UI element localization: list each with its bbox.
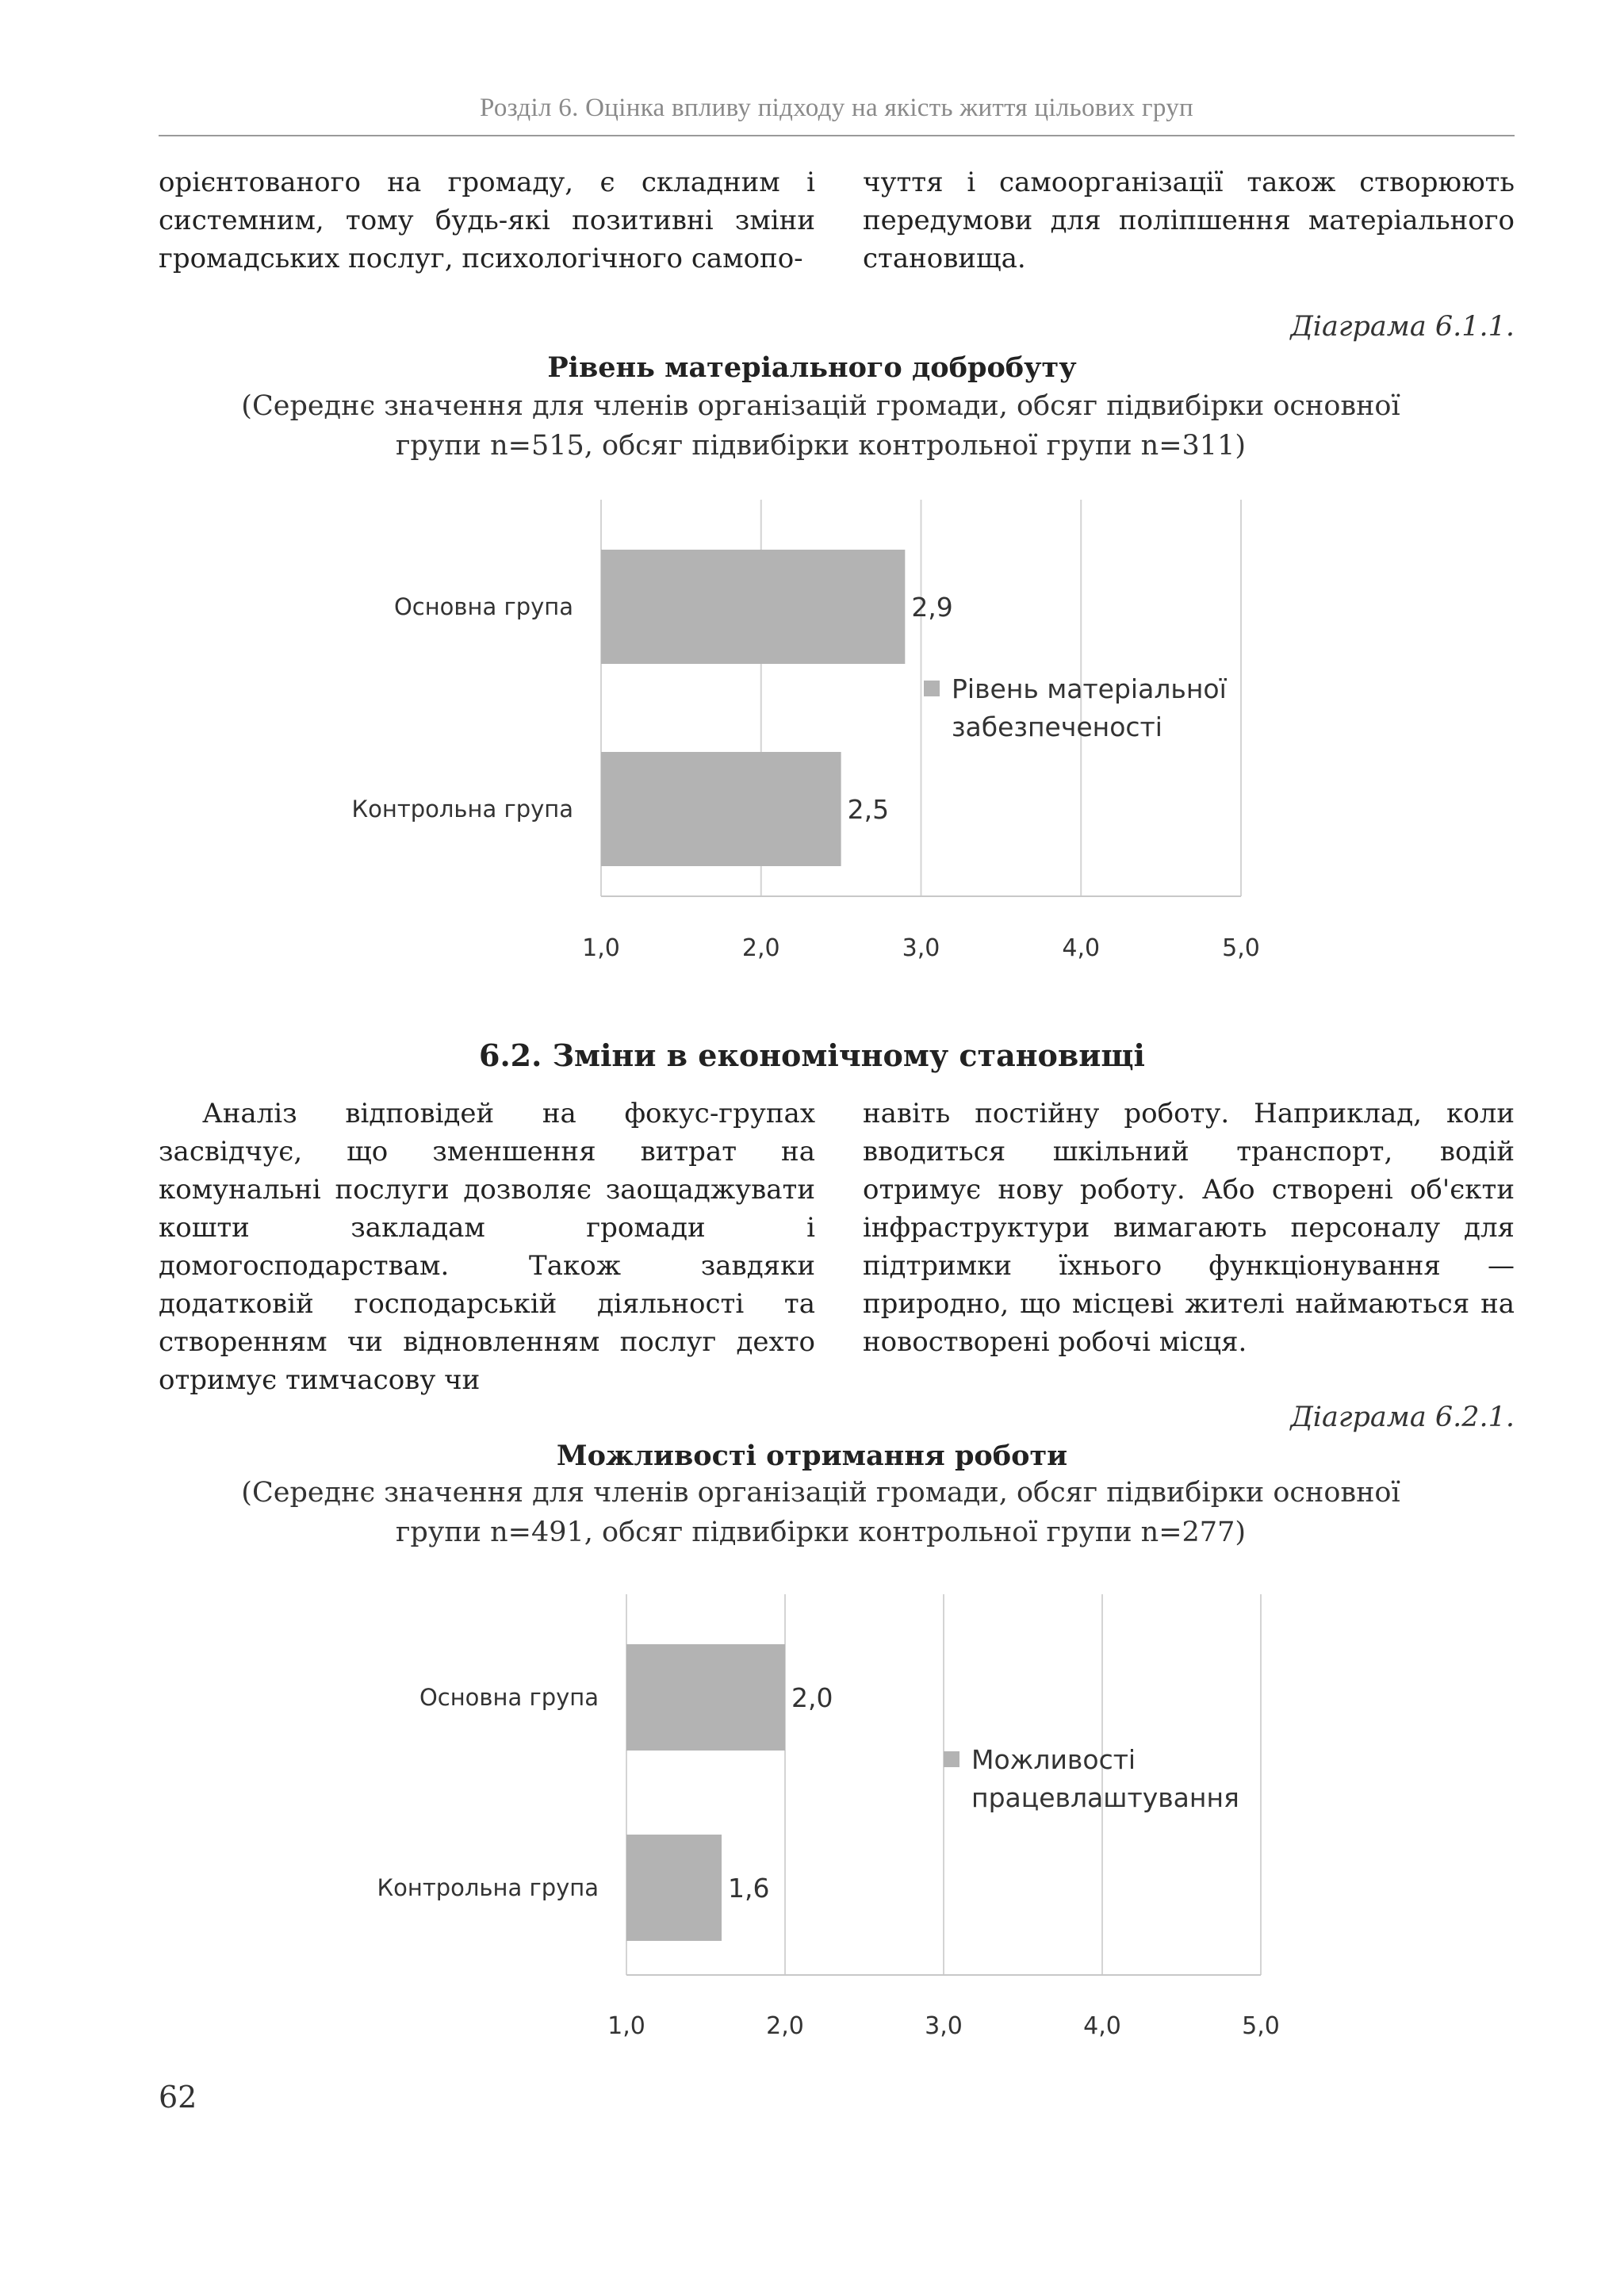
legend-label: Можливості [971, 1744, 1136, 1775]
data-label: 1,6 [728, 1873, 770, 1904]
bar [601, 752, 841, 866]
category-label: Основна група [419, 1684, 599, 1711]
section-right-text: навіть постійну роботу. Наприклад, коли вводиться шкільний транспорт, водій отримує нову роботу. Або створені об'єкти інфраструктури вимагають персоналу для підтримки їхнього функціонування — природно, що місцеві жителі наймаються на новостворені робочі місця. [863, 1098, 1515, 1358]
data-label: 2,9 [911, 592, 953, 623]
diagram2-label: Діаграма 6.2.1. [1290, 1402, 1515, 1433]
diagram1-title: Рівень матеріального добробуту [547, 351, 1077, 384]
category-label: Контрольна група [377, 1874, 599, 1901]
x-tick-label: 1,0 [582, 934, 620, 962]
intro-left-text: орієнтованого на громаду, є складним і системним, тому будь-які позитивні зміни громадських послуг, психологічного самопо- [159, 167, 815, 274]
x-tick-label: 4,0 [1083, 2012, 1121, 2040]
chart-employment-opportunities [0, 1570, 1624, 2046]
diagram1-subtitle-line1: (Середнє значення для членів організацій громади, обсяг підвибірки основної [241, 390, 1400, 422]
x-tick-label: 5,0 [1222, 934, 1260, 962]
x-tick-label: 1,0 [607, 2012, 645, 2040]
intro-left-column [159, 163, 815, 278]
section-left-text: Аналіз відповідей на фокус-групах засвідчує, що зменшення витрат на комунальні послуги дозволяє заощаджувати кошти закладам громади і домогосподарствам. Також завдяки додатковій господарській діяльності та створенням чи відновленням послуг дехто отримує тимчасову чи [159, 1098, 815, 1396]
section-left-column [159, 1095, 815, 1399]
x-tick-label: 3,0 [925, 2012, 963, 2040]
diagram2-subtitle-line2: групи n=491, обсяг підвибірки контрольної групи n=277) [396, 1517, 1246, 1548]
diagram2-title: Можливості отримання роботи [556, 1440, 1068, 1472]
diagram1-label: Діаграма 6.1.1. [1290, 311, 1515, 343]
x-tick-label: 3,0 [902, 934, 940, 962]
category-label: Основна група [393, 593, 573, 620]
diagram1-subtitle-line2: групи n=515, обсяг підвибірки контрольної групи n=311) [396, 430, 1246, 462]
category-label: Контрольна група [351, 796, 573, 823]
section-heading: 6.2. Зміни в економічному становищі [479, 1037, 1145, 1073]
chart-material-wellbeing [0, 476, 1624, 984]
legend-swatch [944, 1751, 959, 1767]
bar [626, 1835, 722, 1941]
data-label: 2,5 [847, 794, 890, 825]
diagram2-subtitle-line1: (Середнє значення для членів організацій громади, обсяг підвибірки основної [241, 1477, 1400, 1509]
legend-swatch [924, 681, 940, 696]
x-tick-label: 4,0 [1062, 934, 1101, 962]
x-tick-label: 2,0 [766, 2012, 804, 2040]
diagram2-subtitle [238, 1473, 1404, 1552]
diagram1-subtitle [238, 386, 1404, 466]
bar [626, 1644, 785, 1751]
data-label: 2,0 [791, 1682, 833, 1713]
intro-right-column [863, 163, 1515, 278]
section-right-column [863, 1095, 1515, 1361]
legend-label: Рівень матеріальної [952, 673, 1227, 704]
x-tick-label: 5,0 [1242, 2012, 1280, 2040]
running-header: Розділ 6. Оцінка впливу підходу на якість життя цільових груп [480, 94, 1193, 122]
legend-label: працевлаштування [971, 1782, 1239, 1813]
legend-label: забезпеченості [952, 711, 1162, 742]
x-tick-label: 2,0 [741, 934, 780, 962]
bar [601, 550, 905, 664]
page-number: 62 [159, 2080, 197, 2115]
intro-right-text: чуття і самоорганізації також створюють передумови для поліпшення матеріального становища. [863, 167, 1515, 274]
header-rule [159, 135, 1515, 136]
